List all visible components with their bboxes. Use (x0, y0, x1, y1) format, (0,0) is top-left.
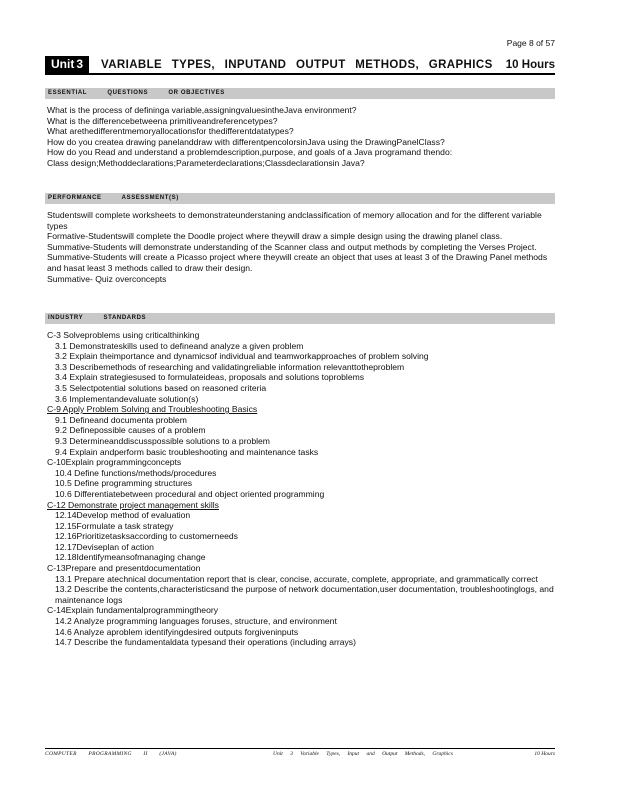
question-item: How do you Read and understand a problemdescription,purpose, and goals of a Java programand thendo: (47, 147, 453, 158)
unit-number: 3 (76, 57, 83, 71)
unit-label (45, 56, 89, 73)
standard-category: C-3 Solveproblems using criticalthinking (47, 330, 200, 340)
assessment-item: Summative- Quiz overconcepts (47, 273, 167, 284)
standard-subitem: 3.2 Explain theimportance and dynamicsof individual and teamworkapproaches of problem solving (55, 351, 429, 362)
question-item: What is the differencebetweena primitiveandreferencetypes? (47, 115, 278, 126)
standard-subitem: 14.7 Describe the fundamentaldata typesand their operations (including arrays) (55, 637, 356, 648)
standard-subitem: 9.4 Explain andperform basic troubleshooting and maintenance tasks (55, 446, 319, 457)
standard-subitem: 14.6 Analyze aproblem identifyingdesired outputs forgiveninputs (55, 626, 299, 637)
standard-subitem: 3.3 Describemethods of researching and validatingreliable information relevanttotheproblem (55, 361, 405, 372)
section-heading-part: OR OBJECTIVES (168, 90, 225, 96)
standard-subitem: 3.5 Selectpotential solutions based on reasoned criteria (55, 382, 267, 393)
unit-word: Unit (51, 57, 75, 71)
standard-subitem: 3.1 Demonstrateskills used to defineand analyze a given problem (55, 340, 304, 351)
unit-header (45, 56, 555, 75)
standard-subitem: 12.16Prioritizetasksaccording to customerneeds (55, 531, 238, 542)
essential-questions-header (45, 88, 555, 99)
section-heading-part: INDUSTRY (48, 315, 84, 321)
assessment-item: Studentswill complete worksheets to demonstrateunderstaning andclassification of memory allocation and for the different variable types (47, 210, 542, 231)
industry-standards-header (45, 313, 555, 324)
performance-assessment-header (45, 193, 555, 204)
standard-subitem: 9.2 Definepossible causes of a problem (55, 425, 206, 436)
standard-subitem: 3.4 Explain strategiesused to formulateideas, proposals and solutions toproblems (55, 372, 365, 383)
standard-category: C-13Prepare and presentdocumentation (47, 563, 201, 574)
page-footer (45, 748, 555, 759)
standard-subitem: 12.14Develop method of evaluation (55, 510, 191, 521)
question-item: What is the process of defininga variable,assigningvaluesintheJava environment? (47, 105, 357, 115)
standard-subitem: 13.1 Prepare atechnical documentation report that is clear, concise, accurate, complete, appropriate, and grammatically correct (55, 573, 538, 584)
assessment-item: Summative-Students will create a Picasso project where theywill create an object that uses at least 3 of the Drawing Panel methods and hasat least 3 methods called to draw their design. (47, 252, 548, 273)
standard-subitem: 10.4 Define functions/methods/procedures (55, 467, 217, 478)
standard-category: C-10Explain programmingconcepts (47, 457, 182, 468)
industry-standards-list (47, 330, 555, 648)
standard-subitem: 12.15Formulate a task strategy (55, 520, 174, 531)
standard-subitem: 14.2 Analyze programming languages foruses, structure, and environment (55, 616, 337, 627)
section-heading-part: QUESTIONS (107, 90, 149, 96)
footer-course: COMPUTER PROGRAMMING II (JAVA) (45, 751, 177, 757)
section-heading-part: STANDARDS (103, 315, 147, 321)
footer-unit: Unit 3 Variable Types, Input and Output Methods, Graphics (273, 751, 453, 757)
section-heading-part: ESSENTIAL (48, 90, 88, 96)
section-heading-part: PERFORMANCE (48, 195, 102, 201)
standard-subitem: 3.6 Implementandevaluate solution(s) (55, 393, 199, 404)
footer-hours: 10 Hours (534, 751, 555, 757)
standard-subitem: 12.17Deviseplan of action (55, 541, 154, 552)
unit-hours: 10 Hours (505, 58, 555, 71)
question-item: What arethedifferentmemoryallocationsfor thedifferentdatatypes? (47, 126, 294, 137)
assessment-item: Formative-Studentswill complete the Doodle project where theywill draw a simple design using the drawing planel class. (47, 231, 503, 242)
performance-assessment-list (47, 210, 555, 284)
question-item: Class design;Methoddeclarations;Parameterdeclarations;Classdeclarationsin Java? (47, 157, 365, 168)
standard-subitem: 9.1 Defineand documenta problem (55, 414, 187, 425)
essential-questions-list (47, 105, 555, 169)
page-number: Page 8 of 57 (506, 38, 555, 48)
standard-subitem: 10.6 Differentiatebetween procedural and object oriented programming (55, 488, 325, 499)
standard-subitem: 13.2 Describe the contents,characteristicsand the purpose of network documentation,user documentation, troubleshootinglogs, and maintenance logs (55, 584, 554, 605)
assessment-item: Summative-Students will demonstrate understanding of the Scanner class and output methods by completing the Verses Project. (47, 241, 537, 252)
question-item: How do you createa drawing panelanddraw with differentpencolorsinJava using the DrawingPanelClass? (47, 136, 445, 147)
standard-category: C-12 Demonstrate project management skills (47, 499, 219, 510)
standard-subitem: 10.5 Define programming structures (55, 478, 193, 489)
standard-category: C-9 Apply Problem Solving and Troubleshooting Basics (47, 404, 258, 415)
unit-title: VARIABLE TYPES, INPUTAND OUTPUT METHODS, GRAPHICS (101, 58, 493, 71)
standard-category: C-14Explain fundamentalprogrammingtheory (47, 605, 219, 616)
section-heading-part: ASSESSMENT(S) (121, 195, 179, 201)
standard-subitem: 9.3 Determineanddiscusspossible solutions to a problem (55, 435, 270, 446)
standard-subitem: 12.18Identifymeansofmanaging change (55, 552, 206, 563)
